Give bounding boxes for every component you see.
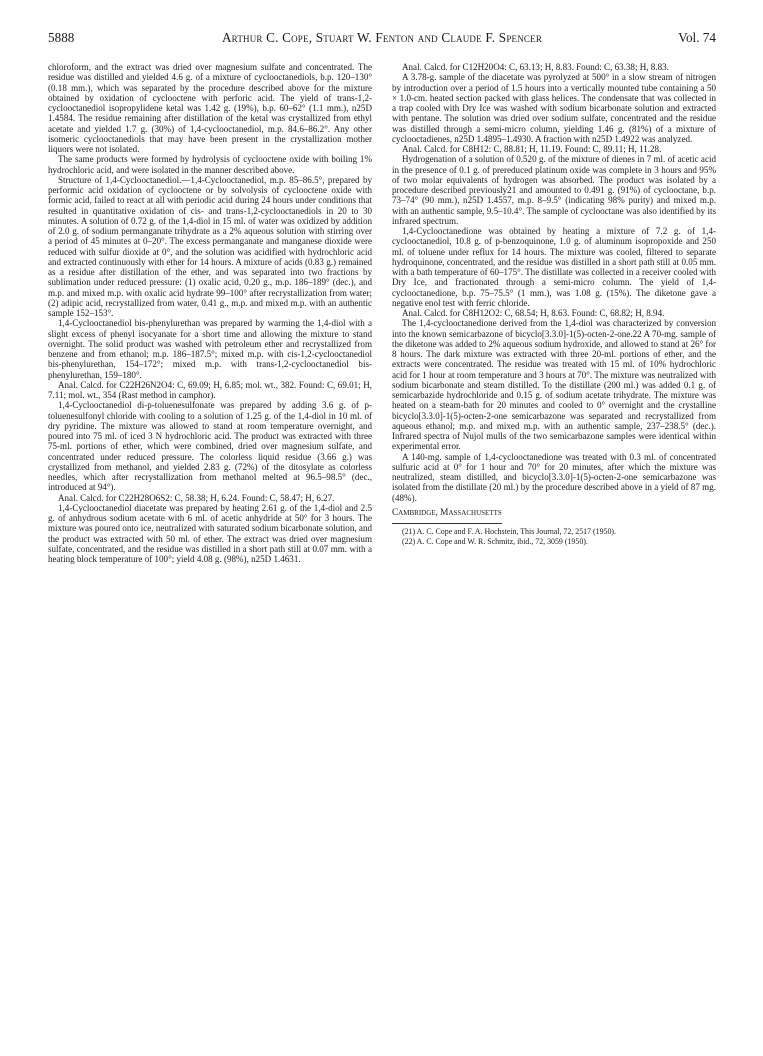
paragraph-hydrogenation: Hydrogenation of a solution of 0.520 g. of the mixture of dienes in 7 ml. of acetic acid in the presence of 0.1 g. of prereduced platinum oxide was complete in 3 hours and 95% of two molar equivalents of hydrogen was absorbed. The product was isolated by a procedure described previously21 and amounted to 0.491 g. (91%) of cyclooctane, b.p. 73–74° (90 mm.), n25D 1.4557, m.p. 8–9.5° (indicating 98% purity) and mixed m.p. with an authentic sample, 9.5–10.4°. The sample of cyclooctane was also identified by its infrared spectrum. xyxy=(392,154,716,226)
analysis-line: Anal. Calcd. for C22H26N2O4: C, 69.09; H, 6.85; mol. wt., 382. Found: C, 69.01; H, 7.11; mol. wt., 354 (Rast method in camphor). xyxy=(48,379,372,400)
paragraph: chloroform, and the extract was dried over magnesium sulfate and concentrated. The residue was distilled and yielded 4.6 g. of a mixture of cyclooctanediols, b.p. 120–130° (0.18 mm.), which was separated by the procedure described above for the mixture obtained by oxidation of cyclooctene with perforic acid. The yield of trans-1,2-cyclooctanediol isopropylidene ketal was 1.42 g. (19%), b.p. 60–62° (1.1 mm.), n25D 1.4584. The residue remaining after distillation of the ketal was crystallized from ethyl acetate and yielded 1.7 g. (30%) of 1,4-cyclooctanediol, m.p. 84.6–86.2°. Any other isomeric cyclooctanediols that may have been present in the crystallization mother liquors were not isolated. xyxy=(48,62,372,154)
footnote: (21) A. C. Cope and F. A. Hochstein, This Journal, 72, 2517 (1950). xyxy=(402,527,617,536)
paragraph-diacetate: 1,4-Cyclooctanediol diacetate was prepared by heating 2.61 g. of the 1,4-diol and 2.5 g. of anhydrous sodium acetate with 6 ml. of acetic anhydride at 50° for 3 hours. The mixture was poured onto ice, neutralized with saturated sodium bicarbonate solution, and the product was extracted with 50 ml. of ether. The extract was dried over magnesium sulfate, concentrated, and the residue was distilled in a short path still at 0.07 mm. with a heating block temperature of 100°; yield 4.08 g. (98%), n25D 1.4631. xyxy=(48,502,372,564)
right-column xyxy=(392,62,716,547)
paragraph-pyrolysis: A 3.78-g. sample of the diacetate was pyrolyzed at 500° in a slow stream of nitrogen by introduction over a period of 1.5 hours into a vertically mounted tube containing a 50 × 1.0-cm. heated section packed with glass helices. The condensate that was collected in a trap cooled with Dry Ice was washed with sodium bicarbonate solution and extracted with pentane. The solution was dried over sodium sulfate, concentrated and the residue was distilled through a semi-micro column, yielding 1.46 g. (81%) of a mixture of cyclooctadienes, n25D 1.4895–1.4930. A fraction with n25D 1.4922 was analyzed. xyxy=(392,72,716,144)
paragraph-semicarbazone: The 1,4-cyclooctanedione derived from the 1,4-diol was characterized by conversion into the known semicarbazone of bicyclo[3.3.0]-1(5)-octen-2-one.22 A 70-mg. sample of the diketone was added to 2% aqueous sodium hydroxide, and allowed to stand at 26° for 8 hours. The dark mixture was extracted with three 20-ml. portions of ether, and the extracts were concentrated. The residue was treated with 15 ml. of 10% hydrochloric acid for 1 hour at room temperature and 3 hours at 70°. The mixture was neutralized with sodium bicarbonate and steam distilled. To the distillate (200 ml.) was added 0.1 g. of semicarbazide hydrochloride and 0.15 g. of sodium acetate trihydrate. The mixture was heated on a steam-bath for 20 minutes and cooled to 0° overnight and the crystalline bicyclo[3.3.0]-1(5)-octen-2-one semicarbazone was separated and recrystallized from aqueous ethanol; m.p. and mixed m.p. with an authentic sample, 237–238.5° (dec.). Infrared spectra of Nujol mulls of the two semicarbazone samples were identical within experimental error. xyxy=(392,318,716,452)
left-column xyxy=(48,62,372,564)
paragraph-bis-phenylurethan: 1,4-Cyclooctanediol bis-phenylurethan was prepared by warming the 1,4-diol with a slight excess of phenyl isocyanate for a short time and allowing the mixture to stand overnight. The solid product was washed with petroleum ether and recrystallized from benzene and from ethanol; m.p. 186–187.5°; mixed m.p. with cis-1,2-cyclooctanediol bis-phenylurethan, 154–172°; mixed m.p. with trans-1,2-cyclooctanediol bis-phenylurethan, 159–180°. xyxy=(48,318,372,380)
footnote-divider xyxy=(392,523,502,524)
running-title: Arthur C. Cope, Stuart W. Fenton and Claude F. Spencer xyxy=(221,30,543,45)
analysis-line: Anal. Calcd. for C8H12O2: C, 68.54; H, 8.63. Found: C, 68.82; H, 8.94. xyxy=(402,308,665,318)
volume-label: Vol. 74 xyxy=(678,30,716,45)
paragraph-structure-section: Structure of 1,4-Cyclooctanediol.—1,4-Cyclooctanediol, m.p. 85–86.5°, prepared by performic acid oxidation of cyclooctene or by solvolysis of cyclooctene oxide with formic acid, failed to react at all with periodic acid during 24 hours under conditions that resulted in quantitative oxidation of cis- and trans-1,2-cyclooctanediols in 20 to 30 minutes. A solution of 0.72 g. of the 1,4-diol in 15 ml. of water was oxidized by addition of 2.0 g. of sodium permanganate trihydrate as a 2% aqueous solution with stirring over a period of 45 minutes at 0–20°. The excess permanganate and manganese dioxide were reduced with sulfur dioxide at 0°, and the solution was acidified with hydrochloric acid and extracted continuously with ether for 14 hours. A mixture of acids (0.83 g.) remained as a residue after distillation of the ether, and was separated into two fractions by sublimation under reduced pressure: (1) oxalic acid, 0.20 g., m.p. 186–189° (dec.), and m.p. and mixed m.p. with oxalic acid hydrate 99–100° after recrystallization from water; (2) adipic acid, recrystallized from water, 0.41 g., m.p. and mixed m.p. with an authentic sample 152–153°. xyxy=(48,174,372,318)
paragraph-dione: 1,4-Cyclooctanedione was obtained by heating a mixture of 7.2 g. of 1,4-cyclooctanediol, 10.8 g. of p-benzoquinone, 1.0 g. of aluminum isopropoxide and 250 ml. of toluene under reflux for 14 hours. The mixture was cooled, filtered to separate hydroquinone, concentrated, and the residue was distilled in a short path still at 0.05 mm. with a bath temperature of 60–175°. The distillate was collected in a receiver cooled with Dry Ice, and fractionated through a semi-micro column. The yield of 1,4-cyclooctanedione, b.p. 75–75.5° (1 mm.), was 1.08 g. (15%). The diketone gave a negative enol test with ferric chloride. xyxy=(392,226,716,308)
analysis-line: Anal. Calcd. for C22H28O6S2: C, 58.38; H, 6.24. Found: C, 58.47; H, 6.27. xyxy=(58,492,335,503)
page-number: 5888 xyxy=(48,30,75,45)
paragraph: The same products were formed by hydrolysis of cyclooctene oxide with boiling 1% hydrochloric acid, and were isolated in the manner described above. xyxy=(48,154,372,175)
paragraph-sulfuric-acid: A 140-mg. sample of 1,4-cyclooctanedione was treated with 0.3 ml. of concentrated sulfuric acid at 0° for 1 hour and 70° for 20 minutes, after which the mixture was neutralized, steam distilled, and bicyclo[3.3.0]-1(5)-octen-2-one semicarbazone was isolated from the distillate (20 ml.) by the procedure described above in a yield of 87 mg. (48%). xyxy=(392,451,716,503)
analysis-line: Anal. Calcd. for C12H20O4: C, 63.13; H, 8.83. Found: C, 63.38; H, 8.83. xyxy=(402,62,669,72)
footnote: (22) A. C. Cope and W. R. Schmitz, ibid., 72, 3059 (1950). xyxy=(402,537,588,546)
affiliation: Cambridge, Massachusetts xyxy=(392,507,502,518)
page-header xyxy=(48,30,716,52)
analysis-line: Anal. Calcd. for C8H12: C, 88.81; H, 11.19. Found: C, 89.11; H, 11.28. xyxy=(402,144,662,154)
paragraph-ditosylate: 1,4-Cyclooctanediol di-p-toluenesulfonate was prepared by adding 3.6 g. of p-toluenesulfonyl chloride with cooling to a solution of 1.25 g. of the 1,4-diol in 10 ml. of dry pyridine. The mixture was allowed to stand at room temperature overnight, and poured into 75 ml. of iced 3 N hydrochloric acid. The product was extracted with three 75-ml. portions of ether, which were combined, dried over magnesium sulfate, and concentrated under reduced pressure. The colorless liquid residue (3.66 g.) was crystallized from methanol, and yielded 2.83 g. (72%) of the ditosylate as colorless needles, which after recrystallization from methanol melted at 96.5–98.5° (dec., introduced at 94°). xyxy=(48,400,372,493)
